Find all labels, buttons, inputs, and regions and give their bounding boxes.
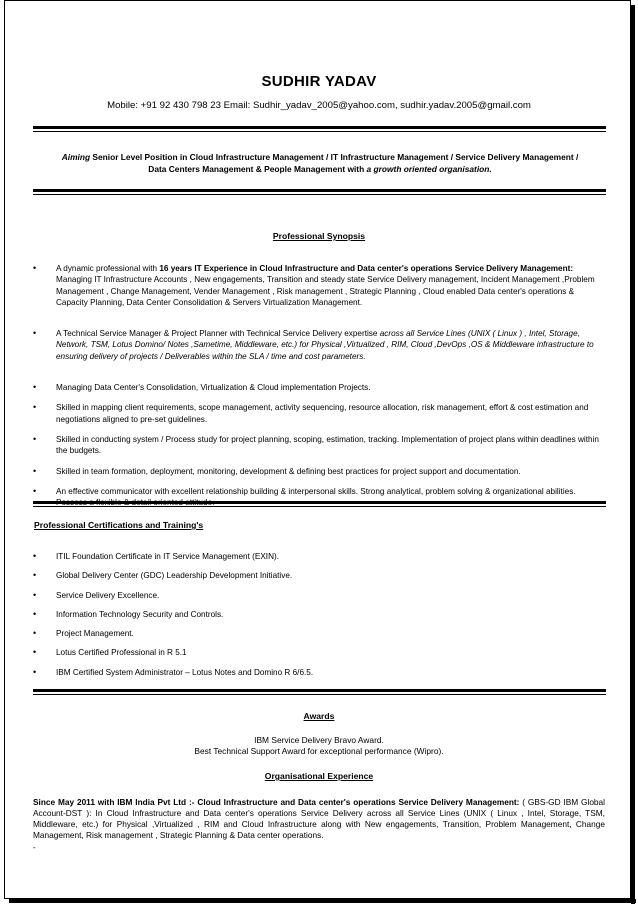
experience-description: ( GBS-GD IBM Global Account-DST ): In Cloud Infrastructure and Data center's operations Service Delivery across all Service Lines (UNIX ( Linux , Intel, Storage, TSM, Middleware, etc.) for Physical ,Virtualized , RIM and Cloud Infrastructure along with New engagements, Transition, Problem Management, Change Management, Risk management , Strategic Planning & Data center operations. <box>33 797 606 840</box>
certification-item: • IBM Certified System Administrator – Lotus Notes and Domino R 6/6.5. <box>33 667 603 678</box>
objective-divider <box>33 189 606 195</box>
objective-lead: Aiming <box>61 152 91 162</box>
certification-item: • Global Delivery Center (GDC) Leadership Development Initiative. <box>33 570 603 581</box>
experience-entry <box>33 797 605 841</box>
objective-main: Senior Level Position in Cloud Infrastructure Management / IT Infrastructure Management / Service Delivery Management / Data Centers Management & People Management with <box>90 152 579 174</box>
certification-item: • Information Technology Security and Controls. <box>33 609 603 620</box>
objective-tail: a growth oriented organisation. <box>366 163 492 174</box>
synopsis-item: • Skilled in conducting system / Process study for project planning, scoping, estimation, tracking. Implementation of project plans within deadlines within the budgets. <box>33 434 603 457</box>
synopsis-item: • Managing Data Center's Consolidation, Virtualization & Cloud implementation Projects. <box>33 382 603 393</box>
synopsis-item: • Skilled in team formation, deployment, monitoring, development & defining best practices for project support and documentation. <box>33 466 603 477</box>
certifications-title: Professional Certifications and Training's <box>34 520 204 530</box>
certification-item: • Service Delivery Excellence. <box>33 590 603 601</box>
awards-title: Awards <box>303 711 335 721</box>
synopsis-list <box>33 263 603 508</box>
certifications-divider <box>33 689 606 695</box>
award-item: IBM Service Delivery Bravo Award. <box>254 735 384 745</box>
synopsis-item: • An effective communicator with excellent relationship building & interpersonal skills. Strong analytical, problem solving & organizational abilities. <box>33 486 603 509</box>
header-divider <box>33 126 606 132</box>
award-item: Best Technical Support Award for exceptional performance (Wipro). <box>194 746 444 756</box>
synopsis-divider <box>33 501 606 507</box>
certification-item: • ITIL Foundation Certificate in IT Service Management (EXIN). <box>33 551 603 562</box>
synopsis-item: • Skilled in mapping client requirements, scope management, activity sequencing, resource allocation, risk management, effort & cost estimation and negotiations aligned to pre-set guidelines. <box>33 402 603 425</box>
synopsis-item: • A dynamic professional with 16 years IT Experience in Cloud Infrastructure and Data center's operations Service Delivery Management: Managing IT Infrastructure Accounts , New engagements, Transition and steady state Service Delivery management, Incident Management ,Problem Management , Change Management, Vender Management , Risk management , Strategic Planning , Cloud enabled Data center's operations & Capacity Planning, Data Center Consolidation & Servers Virtualization Management. <box>33 263 603 308</box>
trailing-dash: - <box>33 843 36 852</box>
certifications-list <box>33 551 603 678</box>
contact-details: Mobile: +91 92 430 798 23 Email: Sudhir_yadav_2005@yahoo.com, sudhir.yadav.2005@gmail.com <box>107 100 531 111</box>
candidate-name: SUDHIR YADAV <box>261 73 377 90</box>
certification-item: • Lotus Certified Professional in R 5.1 <box>33 647 603 658</box>
experience-title: Organisational Experience <box>264 771 374 781</box>
synopsis-item: • A Technical Service Manager & Project Planner with Technical Service Delivery expertise across all Service Lines (UNIX ( Linux ) , Intel, Storage, Network, TSM, Lotus Domino/ Notes ,Sametime, Middleware, etc.) for Physical ,Virtualized , RIM, Cloud ,DevOps ,OS & Middleware infrastructure to ensuring delivery of projects / Deliverables within the SLA / time and cost parameters. <box>33 328 603 362</box>
career-objective <box>60 152 580 175</box>
certification-item: • Project Management. <box>33 628 603 639</box>
synopsis-title: Professional Synopsis <box>272 231 366 241</box>
experience-heading: Since May 2011 with IBM India Pvt Ltd :- Cloud Infrastructure and Data center's operations Service Delivery Management: <box>33 797 520 807</box>
